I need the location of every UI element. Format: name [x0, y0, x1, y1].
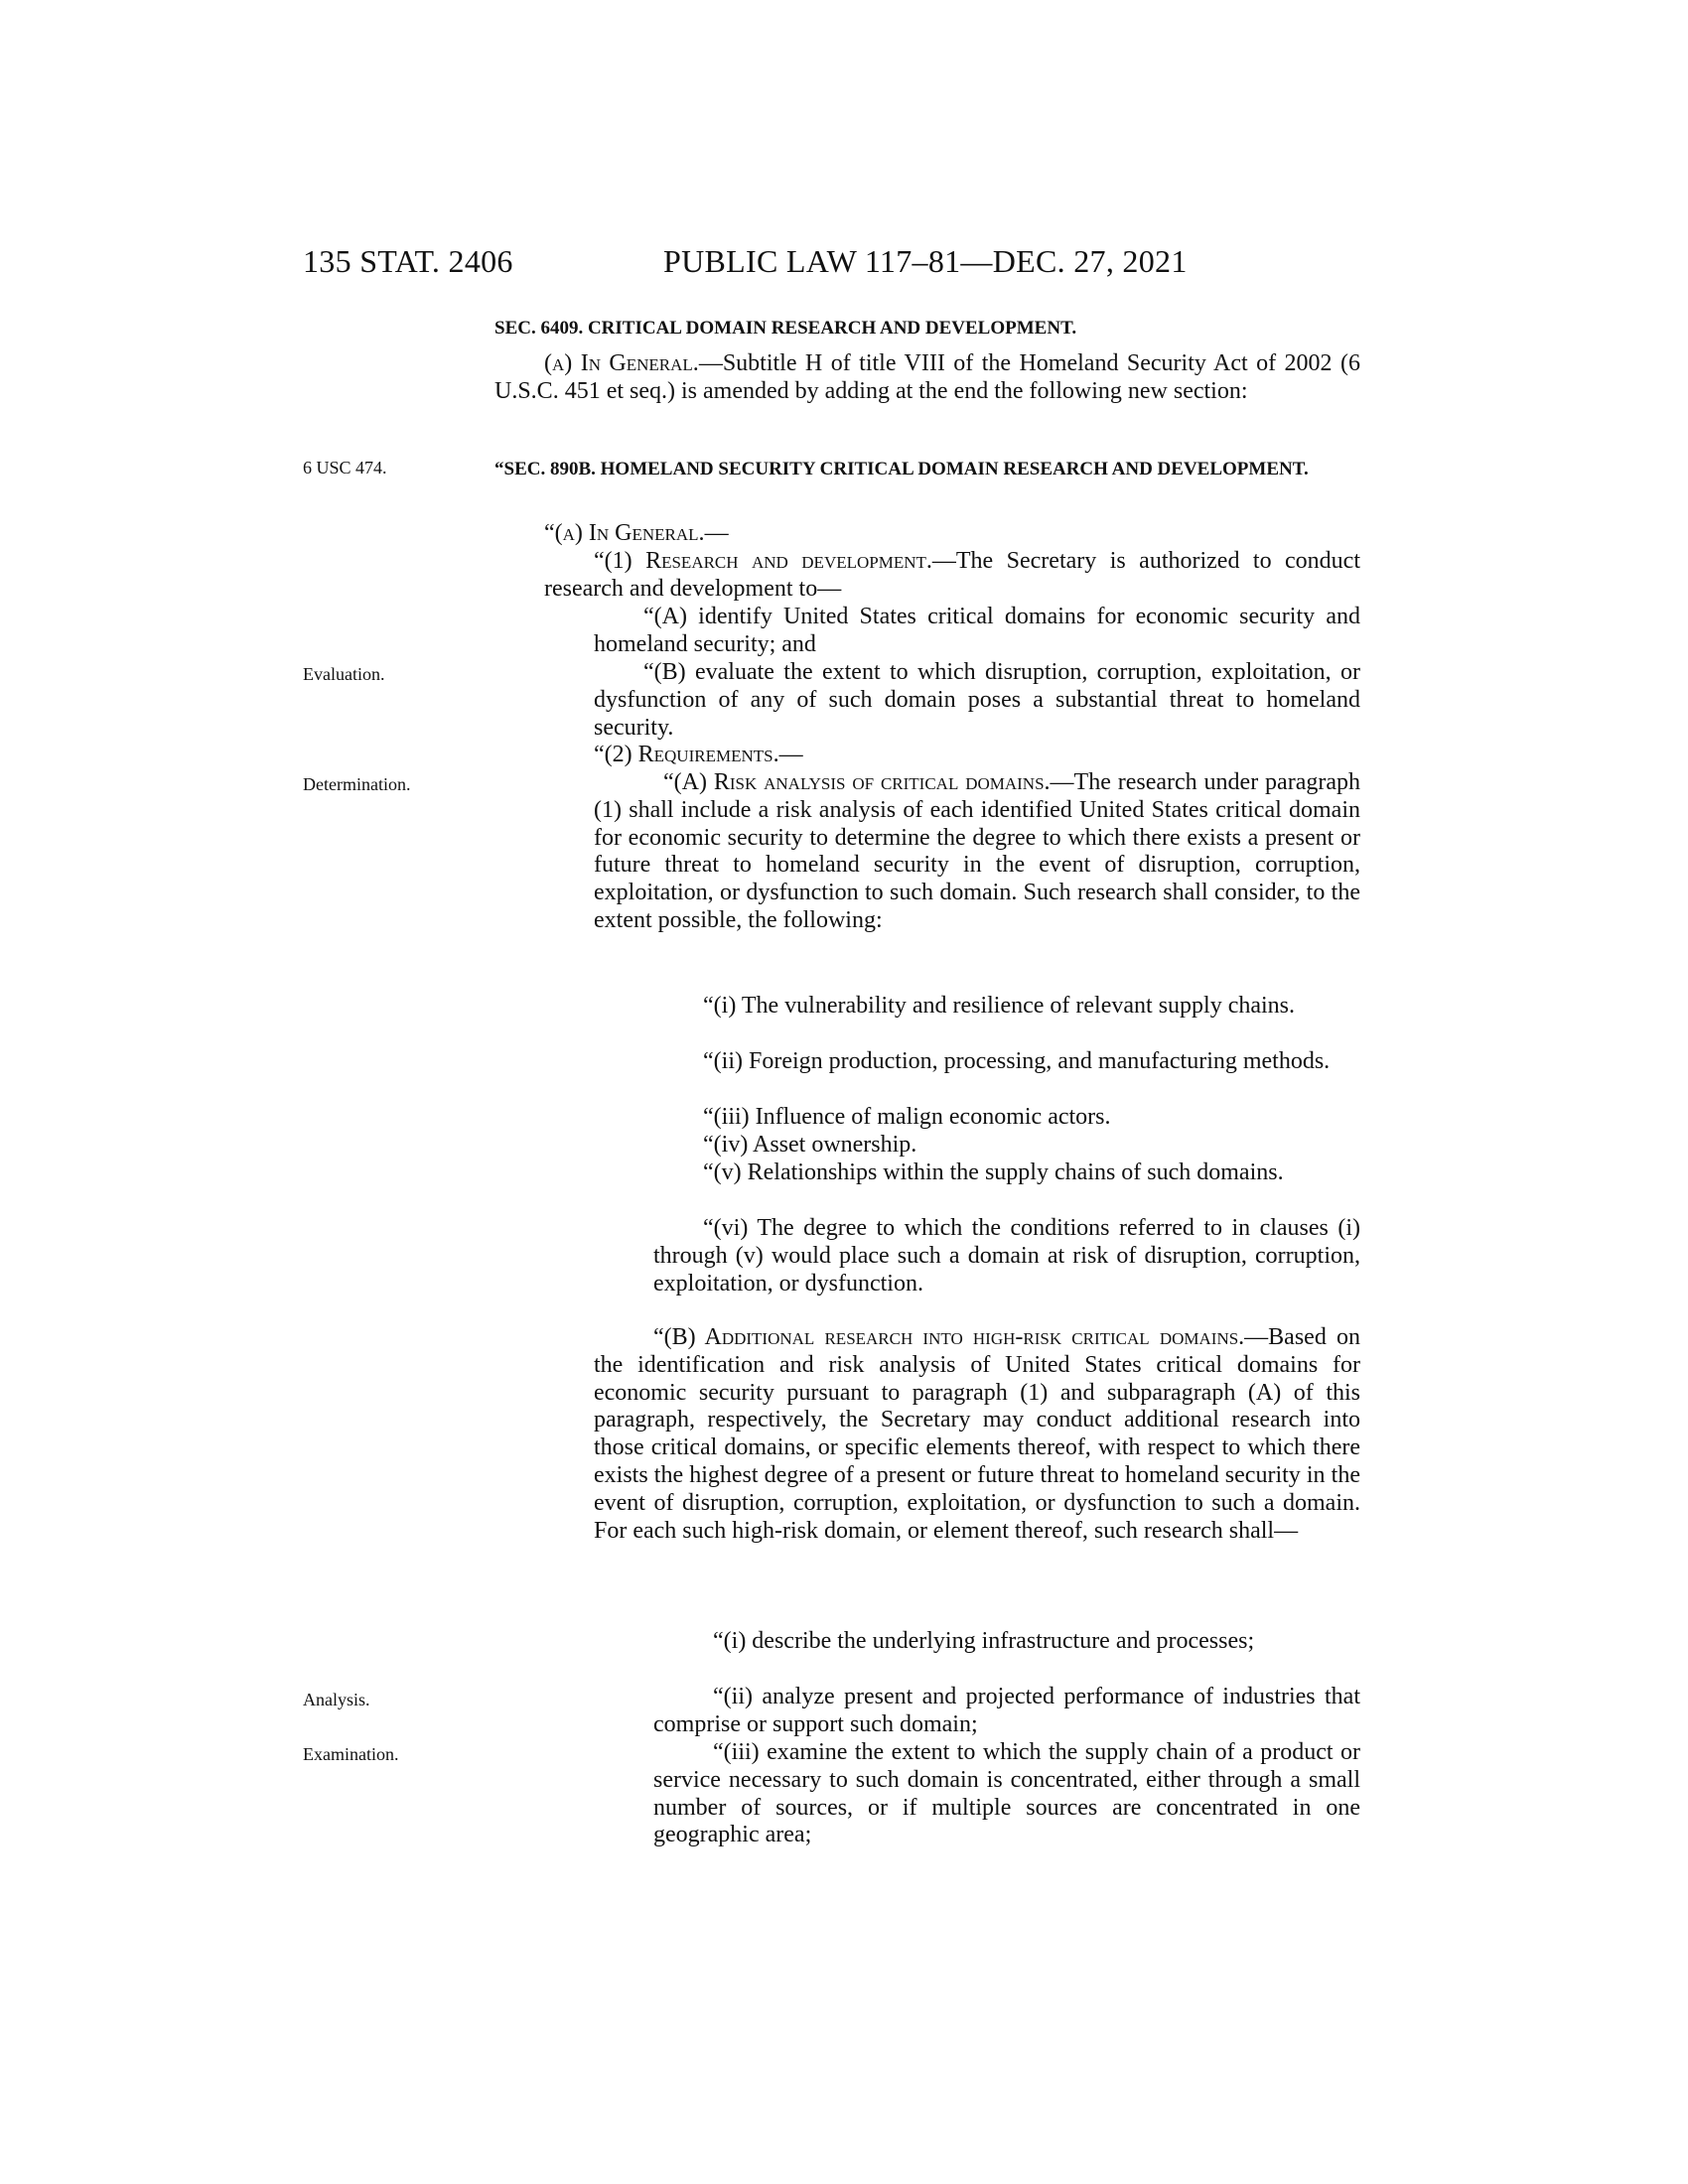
paragraph-2-A-label: “(A) Risk analysis of critical domains. [663, 769, 1051, 795]
paragraph-1-B: “(B) evaluate the extent to which disruption, corruption, exploitation, or dysfunction of any of such domain poses a substantial threat to homeland security. [594, 659, 1360, 741]
paragraph-2-heading [594, 742, 803, 769]
clause-A-v: “(v) Relationships within the supply chains of such domains. [703, 1160, 1284, 1185]
clause-A-iv: “(iv) Asset ownership. [703, 1132, 917, 1158]
new-section-heading: “SEC. 890B. HOMELAND SECURITY CRITICAL DOMAIN RESEARCH AND DEVELOPMENT. [494, 459, 1309, 479]
margin-note-examination: Examination. [303, 1744, 399, 1764]
paragraph-2-B [594, 1324, 1360, 1545]
clause-B-iii: “(iii) examine the extent to which the supply chain of a product or service necessary to such domain is concentrated, either through a small number of sources, or if multiple sources are concentrated in one geographic area; [653, 1739, 1360, 1848]
clause-B-ii: “(ii) analyze present and projected performance of industries that comprise or support such domain; [653, 1684, 1360, 1737]
subsection-a-heading [544, 520, 729, 548]
subsection-a-label: “(a) In General. [544, 520, 705, 546]
clause-A-vi: “(vi) The degree to which the conditions referred to in clauses (i) through (v) would place such a domain at risk of disruption, corruption, exploitation, or dysfunction. [653, 1215, 1360, 1297]
margin-note-evaluation: Evaluation. [303, 664, 385, 684]
margin-note-analysis: Analysis. [303, 1690, 370, 1709]
page-stat-number: 135 STAT. 2406 [303, 243, 513, 279]
paragraph-2-A-text: —The research under paragraph (1) shall include a risk analysis of each identified United States critical domain for economic security to determine the degree to which there exists a present or future threat to homeland security in the event of disruption, corruption, exploitation, or dysfunction to such domain. Such research shall consider, to the extent possible, the following: [594, 769, 1360, 933]
section-heading: SEC. 6409. CRITICAL DOMAIN RESEARCH AND DEVELOPMENT. [494, 318, 1077, 339]
intro-paragraph [494, 350, 1360, 406]
public-law-header: PUBLIC LAW 117–81—DEC. 27, 2021 [663, 243, 1188, 279]
paragraph-1-A: “(A) identify United States critical domains for economic security and homeland security; and [594, 604, 1360, 657]
margin-note-determination: Determination. [303, 774, 411, 794]
paragraph-2-label: “(2) Requirements. [594, 742, 779, 767]
intro-text: —Subtitle H of title VIII of the Homeland Security Act of 2002 (6 U.S.C. 451 et seq.) is amended by adding at the end the following new section: [494, 350, 1360, 404]
intro-label: (a) In General. [544, 350, 699, 376]
clause-A-i: “(i) The vulnerability and resilience of relevant supply chains. [703, 993, 1296, 1019]
clause-B-i: “(i) describe the underlying infrastructure and processes; [713, 1628, 1255, 1654]
paragraph-1-text: —The Secretary is authorized to conduct research and development to— [544, 548, 1361, 602]
paragraph-1-label: “(1) Research and development. [594, 548, 932, 574]
paragraph-2-A [594, 769, 1360, 935]
subsection-a-dash: — [704, 520, 729, 546]
margin-note-usc: 6 USC 474. [303, 458, 387, 478]
paragraph-1 [544, 548, 1360, 604]
paragraph-2-B-text: —Based on the identification and risk analysis of United States critical domains for economic security pursuant to paragraph (1) and subparagraph (A) of this paragraph, respectively, the Secretary may conduct additional research into those critical domains, or specific elements thereof, with respect to which there exists the highest degree of a present or future threat to homeland security in the event of disruption, corruption, exploitation, or dysfunction to such a domain. For each such high-risk domain, or element thereof, such research shall— [594, 1324, 1360, 1544]
clause-A-ii: “(ii) Foreign production, processing, and manufacturing methods. [703, 1048, 1331, 1074]
paragraph-2-dash: — [778, 742, 803, 767]
clause-A-iii: “(iii) Influence of malign economic actors. [703, 1104, 1111, 1130]
paragraph-2-B-label: “(B) Additional research into high-risk critical domains. [653, 1324, 1245, 1350]
